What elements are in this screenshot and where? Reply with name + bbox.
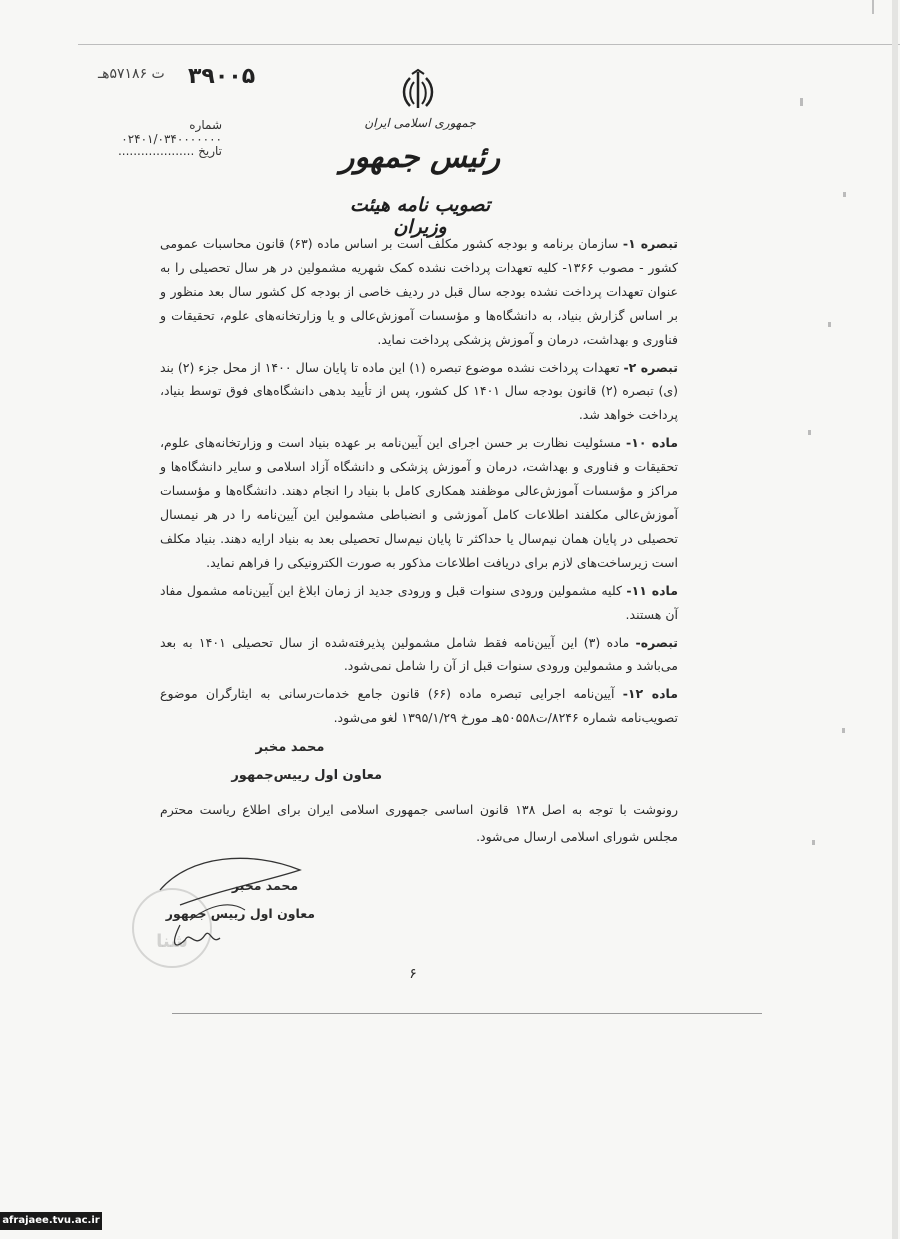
article-12-lead: ماده ۱۲- xyxy=(622,686,678,702)
article-11-lead: ماده ۱۱- xyxy=(626,582,678,598)
paragraph-article-10 xyxy=(160,431,678,574)
reference-number: ت ۵۷۱۸۶هـ xyxy=(98,66,165,82)
article-10-lead: ماده ۱۰- xyxy=(626,435,678,451)
signatory-position: معاون اول رییس‌جمهور xyxy=(231,768,382,783)
scan-speck xyxy=(812,840,815,845)
date-label: تاریخ xyxy=(198,144,222,158)
paragraph-note-1 xyxy=(160,232,678,352)
paragraph-note-2 xyxy=(160,356,678,428)
stamp-text: شنا xyxy=(156,931,188,952)
paragraph-article-11 xyxy=(160,579,678,627)
scan-speck xyxy=(800,98,803,106)
article-10-text: مسئولیت نظارت بر حسن اجرای این آیین‌نامه بر عهده بنیاد است و وزارتخانه‌های علوم، تحقیقات و فناوری و بهداشت، درمان و آموزش پزشکی و دانشگاه آزاد اسلامی و سایر دانشگاه‌ها و مراکز و مؤسسات آموزش‌عالی موظفند همکاری کامل با بنیاد را انجام دهند. دانشگاه‌ها و مؤسسات آموزش‌عالی مکلفند اطلاعات کامل آموزشی و انضباطی مشمولین این آیین‌نامه را در هر نیمسال تحصیلی در پایان همان نیم‌سال یا حداکثر تا پایان نیم‌سال تحصیلی بعد به بنیاد ارایه دهند. بنیاد مکلف است زیرساخت‌های لازم برای دریافت اطلاعات مذکور به صورت الکترونیکی را فراهم نماید. xyxy=(160,435,678,570)
article-12-text: آیین‌نامه اجرایی تبصره ماده (۶۶) قانون جامع خدمات‌رسانی به ایثارگران موضوع تصویب‌نامه شماره ۸۲۴۶/ت۵۰۵۵۸هـ مورخ ۱۳۹۵/۱/۲۹ لغو می‌شود. xyxy=(160,686,678,726)
article-11-text: کلیه مشمولین ورودی سنوات قبل و ورودی جدید از زمان ابلاغ این آیین‌نامه مشمول مفاد آن هستند. xyxy=(160,582,678,622)
government-label: جمهوری اسلامی ایران xyxy=(364,116,476,130)
number-line xyxy=(104,118,222,146)
decree-title: تصویب نامه هیئت وزیران xyxy=(349,194,491,238)
note-2-text: تعهدات پرداخت نشده موضوع تبصره (۱) این ماده تا پایان سال ۱۴۰۰ از محل جزء (۲) بند (ی) تبصره (۲) قانون بودجه سال ۱۴۰۱ کل کشور، پس از تأیید بدهی دانشگاه‌های فوق توسط بنیاد، پرداخت خواهد شد. xyxy=(160,359,679,423)
paragraph-note xyxy=(160,631,678,679)
note-1-lead: تبصره ۱- xyxy=(622,236,678,251)
handwritten-signature-icon xyxy=(150,850,310,960)
note-text: ماده (۳) این آیین‌نامه فقط شامل مشمولین پذیرفته‌شده از سال تحصیلی ۱۴۰۱ به بعد می‌باشد و مشمولین ورودی سنوات قبل از آن را شامل نمی‌شود. xyxy=(160,634,678,674)
scan-speck xyxy=(842,728,845,733)
number-value: ۰۲۴۰۱/۰۳۴۰۰۰۰۰۰۰ xyxy=(121,132,222,146)
scan-edge-right xyxy=(892,0,898,1239)
carbon-copy-note: رونوشت با توجه به اصل ۱۳۸ قانون اساسی جمهوری اسلامی ایران برای اطلاع ریاست محترم مجلس شورای اسلامی ارسال می‌شود. xyxy=(160,802,678,844)
scan-speck xyxy=(843,192,846,197)
iran-emblem-icon xyxy=(396,68,440,112)
scan-speck xyxy=(808,430,811,435)
paragraph-article-12 xyxy=(160,682,678,730)
decree-body xyxy=(160,232,678,734)
scan-edge-bottom xyxy=(172,1013,762,1014)
scan-corner-mark xyxy=(872,0,894,14)
signatory-position-2: معاون اول رییس جمهور xyxy=(165,906,315,921)
date-value: .................... xyxy=(117,144,195,158)
site-watermark-badge[interactable]: afrajaee.tvu.ac.ir xyxy=(0,1212,102,1230)
number-label: شماره xyxy=(189,118,222,132)
date-line xyxy=(104,144,222,158)
page-number: ۶ xyxy=(409,966,417,982)
scan-edge-top xyxy=(78,44,900,45)
registration-number: ۳۹۰۰۵ xyxy=(188,64,256,89)
note-lead: تبصره- xyxy=(635,634,678,650)
note-1-text: سازمان برنامه و بودجه کشور مکلف است بر اساس ماده (۶۳) قانون محاسبات عمومی کشور - مصوب ۱۳۶۶- کلیه تعهدات پرداخت نشده کمک شهریه مشمولین در هر سال تحصیلی را به عنوان تعهدات پرداخت نشده بودجه سال قبل در ردیف خاصی از بودجه کل کشور سال بعد منظور و بر اساس گزارش بنیاد، به دانشگاه‌ها و مؤسسات آموزش‌عالی و یا وزارتخانه‌های علوم، تحقیقات و فناوری و بهداشت، درمان و آموزش پزشکی پرداخت نماید. xyxy=(160,236,678,347)
office-title: رئیس جمهور xyxy=(339,140,501,175)
note-2-lead: تبصره ۲- xyxy=(623,359,678,375)
signatory-name: محمد مخبر xyxy=(255,740,325,755)
scan-speck xyxy=(828,322,831,327)
signatory-name-2: محمد مخبر xyxy=(231,878,299,893)
